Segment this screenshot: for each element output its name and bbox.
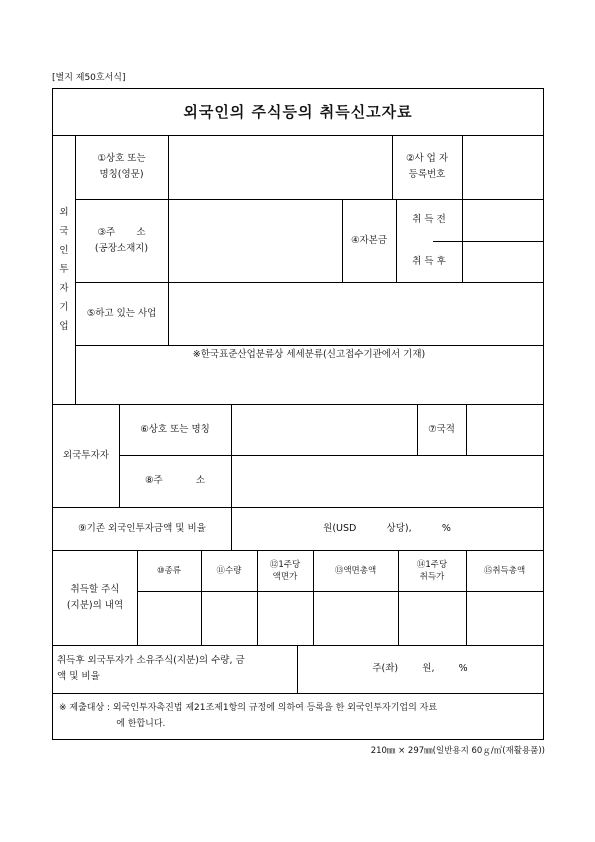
nationality-label: ⑦국적: [428, 423, 455, 435]
existing-investment-label: ⑨기존 외국인투자금액 및 비율: [78, 522, 206, 534]
form-title: 외국인의 주식등의 취득신고자료: [183, 103, 413, 121]
investor-address-field[interactable]: [231, 455, 543, 507]
col-acq-price-header: ⑭1주당 취득가: [416, 559, 448, 582]
ksic-note: ※한국표준산업분류상 세세분류(신고접수기관에서 기재): [192, 349, 426, 360]
submission-note: ※ 제출대상 : 외국인투자촉진법 제21조제1항의 규정에 의하여 등록을 한 외국인투자기업의 자료 에 한합니다.: [59, 703, 438, 729]
report-form: [52, 88, 544, 740]
col-type-header: ⑩종류: [156, 565, 182, 576]
existing-investment-value[interactable]: 원(USD 상당), %: [323, 522, 451, 534]
company-name-label: ①상호 또는 명칭(영문): [97, 153, 146, 180]
business-label: ⑤하고 있는 사업: [86, 307, 157, 319]
col-par-value-header: ⑫1주당 액면가: [269, 559, 301, 582]
capital-after-field[interactable]: [462, 241, 543, 282]
address-field[interactable]: [168, 199, 342, 282]
capital-before-label: 취 득 전: [412, 214, 446, 225]
col-total-acq-header: ⑮취득총액: [483, 565, 526, 576]
form-code: [별지 제50호서식]: [52, 73, 126, 83]
company-name-field[interactable]: [168, 135, 392, 199]
quantity-field[interactable]: [201, 591, 257, 645]
enterprise-section-label: 외 국 인 투 자 기 업: [59, 207, 69, 332]
total-par-field[interactable]: [313, 591, 398, 645]
capital-label: ④자본금: [350, 234, 388, 246]
capital-before-field[interactable]: [462, 199, 543, 241]
par-value-field[interactable]: [257, 591, 313, 645]
investor-address-label: ⑧주 소: [144, 475, 206, 486]
shares-section-label: 취득할 주식 (지분)의 내역: [66, 583, 124, 611]
col-quantity-header: ⑪수량: [216, 565, 242, 576]
ksic-field[interactable]: [75, 365, 543, 404]
holding-value[interactable]: 주(좌) 원, %: [372, 663, 468, 674]
business-field[interactable]: [168, 282, 543, 345]
col-total-par-header: ⑬액면총액: [334, 565, 377, 576]
capital-after-label: 취 득 후: [412, 255, 446, 267]
address-label: ③주 소 (공장소재지): [94, 226, 149, 254]
investor-name-label: ⑥상호 또는 명칭: [140, 423, 210, 435]
total-acq-field[interactable]: [466, 591, 543, 645]
nationality-field[interactable]: [466, 404, 543, 455]
biz-reg-number-field[interactable]: [462, 135, 543, 199]
paper-spec: 210㎜ × 297㎜(일반용지 60ｇ/㎡(재활용품)): [370, 746, 545, 756]
holding-label: 취득후 외국투자가 소유주식(지분)의 수량, 금 액 및 비율: [57, 655, 245, 682]
type-field[interactable]: [137, 591, 201, 645]
biz-reg-number-label: ②사 업 자 등록번호: [405, 153, 449, 180]
investor-section-label: 외국투자자: [63, 449, 109, 461]
acq-price-field[interactable]: [398, 591, 466, 645]
investor-name-field[interactable]: [231, 404, 417, 455]
